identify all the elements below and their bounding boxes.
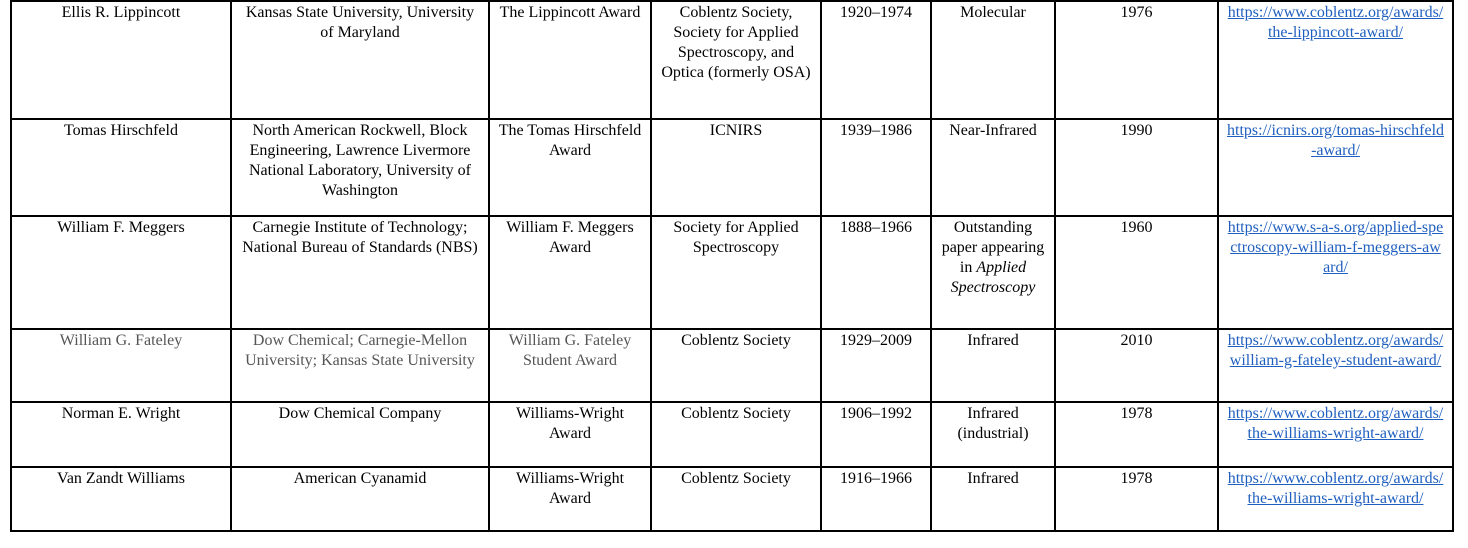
person-name: William F. Meggers — [11, 216, 231, 329]
award-link-cell — [1218, 1, 1453, 119]
table-row — [11, 1, 1453, 119]
journal-title: Applied Spectroscopy — [950, 259, 1036, 296]
table-row — [11, 329, 1453, 402]
award-link-cell — [1218, 119, 1453, 216]
society: Coblentz Society — [651, 402, 821, 467]
award-link-cell — [1218, 329, 1453, 402]
society: Coblentz Society — [651, 467, 821, 531]
award-name: The Tomas Hirschfeld Award — [489, 119, 651, 216]
award-link-cell — [1218, 216, 1453, 329]
award-link[interactable]: https://www.coblentz.org/awards/the-lippincott-award/ — [1227, 4, 1444, 41]
field — [931, 119, 1055, 216]
society: Society for Applied Spectroscopy — [651, 216, 821, 329]
society: Coblentz Society, Society for Applied Spectroscopy, and Optica (formerly OSA) — [651, 1, 821, 119]
award-link[interactable]: https://www.coblentz.org/awards/the-williams-wright-award/ — [1227, 405, 1444, 442]
award-year: 1976 — [1055, 1, 1218, 119]
field — [931, 216, 1055, 329]
society: Coblentz Society — [651, 329, 821, 402]
field — [931, 467, 1055, 531]
person-name: William G. Fateley — [11, 329, 231, 402]
field — [931, 1, 1055, 119]
field-text: Infrared (industrial) — [957, 405, 1029, 442]
lifespan: 1929–2009 — [821, 329, 931, 402]
lifespan: 1888–1966 — [821, 216, 931, 329]
society: ICNIRS — [651, 119, 821, 216]
lifespan: 1906–1992 — [821, 402, 931, 467]
award-year: 2010 — [1055, 329, 1218, 402]
affiliation: Kansas State University, University of Maryland — [231, 1, 489, 119]
award-link[interactable]: https://www.s-a-s.org/applied-spectroscopy-william-f-meggers-award/ — [1227, 219, 1444, 276]
person-name: Tomas Hirschfeld — [11, 119, 231, 216]
lifespan: 1920–1974 — [821, 1, 931, 119]
award-link[interactable]: https://icnirs.org/tomas-hirschfeld-award/ — [1227, 122, 1445, 159]
person-name: Van Zandt Williams — [11, 467, 231, 531]
table-row — [11, 216, 1453, 329]
affiliation: Dow Chemical; Carnegie-Mellon University; Kansas State University — [231, 329, 489, 402]
affiliation: Dow Chemical Company — [231, 402, 489, 467]
affiliation: Carnegie Institute of Technology; National Bureau of Standards (NBS) — [231, 216, 489, 329]
award-year: 1978 — [1055, 402, 1218, 467]
field-text: Molecular — [960, 4, 1026, 21]
award-year: 1990 — [1055, 119, 1218, 216]
table-row — [11, 467, 1453, 531]
field-text: Near-Infrared — [949, 122, 1037, 139]
award-link-cell — [1218, 467, 1453, 531]
award-name: Williams-Wright Award — [489, 402, 651, 467]
award-name: Williams-Wright Award — [489, 467, 651, 531]
lifespan: 1939–1986 — [821, 119, 931, 216]
field-text: Outstanding paper appearing in — [941, 219, 1045, 276]
award-name: William G. Fateley Student Award — [489, 329, 651, 402]
person-name: Norman E. Wright — [11, 402, 231, 467]
person-name: Ellis R. Lippincott — [11, 1, 231, 119]
table-row — [11, 402, 1453, 467]
award-link[interactable]: https://www.coblentz.org/awards/william-g-fateley-student-award/ — [1227, 332, 1444, 369]
field-text: Infrared — [967, 332, 1019, 349]
affiliation: American Cyanamid — [231, 467, 489, 531]
lifespan: 1916–1966 — [821, 467, 931, 531]
award-link-cell — [1218, 402, 1453, 467]
award-name: William F. Meggers Award — [489, 216, 651, 329]
field — [931, 402, 1055, 467]
affiliation: North American Rockwell, Block Engineering, Lawrence Livermore National Laboratory, University of Washington — [231, 119, 489, 216]
field — [931, 329, 1055, 402]
awards-table — [10, 0, 1454, 532]
field-text: Infrared — [967, 470, 1019, 487]
award-link[interactable]: https://www.coblentz.org/awards/the-williams-wright-award/ — [1227, 470, 1444, 507]
award-year: 1978 — [1055, 467, 1218, 531]
table-row — [11, 119, 1453, 216]
award-name: The Lippincott Award — [489, 1, 651, 119]
award-year: 1960 — [1055, 216, 1218, 329]
